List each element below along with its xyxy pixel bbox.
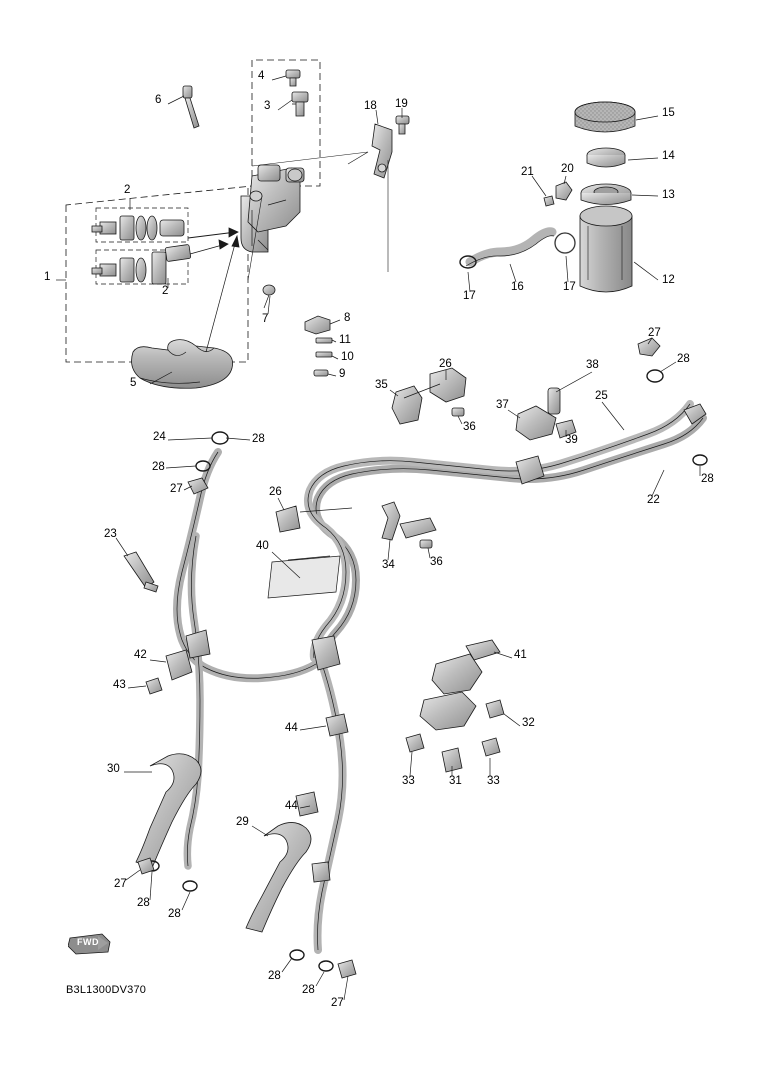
callout-9: 9	[339, 368, 346, 380]
callout-28-f: 28	[168, 908, 181, 920]
callout-28-g: 28	[268, 970, 281, 982]
callout-22: 22	[647, 494, 660, 506]
part-code-label: B3L1300DV370	[66, 984, 147, 996]
callout-27-left: 27	[170, 483, 183, 495]
callout-5: 5	[130, 377, 137, 389]
callout-4: 4	[258, 70, 265, 82]
callout-25: 25	[595, 390, 608, 402]
callout-1: 1	[44, 271, 51, 283]
callout-30: 30	[107, 763, 120, 775]
callout-28-a: 28	[252, 433, 265, 445]
callout-44-lower: 44	[285, 800, 298, 812]
callout-2-lower: 2	[162, 285, 169, 297]
callout-19: 19	[395, 98, 408, 110]
callout-23: 23	[104, 528, 117, 540]
callout-41: 41	[514, 649, 527, 661]
callout-17-right: 17	[563, 281, 576, 293]
callout-36-lower: 36	[430, 556, 443, 568]
callout-7: 7	[262, 313, 269, 325]
callout-29: 29	[236, 816, 249, 828]
callout-17-left: 17	[463, 290, 476, 302]
callout-28-e: 28	[137, 897, 150, 909]
callout-8: 8	[344, 312, 351, 324]
callout-28-b: 28	[152, 461, 165, 473]
callout-27-right: 27	[648, 327, 661, 339]
callout-28-h: 28	[302, 984, 315, 996]
callout-12: 12	[662, 274, 675, 286]
callout-33-right: 33	[487, 775, 500, 787]
callout-42: 42	[134, 649, 147, 661]
callout-27-bottom: 27	[331, 997, 344, 1009]
callout-32: 32	[522, 717, 535, 729]
callout-6: 6	[155, 94, 162, 106]
callout-26-upper: 26	[439, 358, 452, 370]
callout-37: 37	[496, 399, 509, 411]
callout-28-d: 28	[701, 473, 714, 485]
fwd-direction-badge	[68, 932, 112, 956]
callout-34: 34	[382, 559, 395, 571]
callout-36-upper: 36	[463, 421, 476, 433]
callout-16: 16	[511, 281, 524, 293]
callout-18: 18	[364, 100, 377, 112]
callout-3: 3	[264, 100, 271, 112]
callout-11: 11	[339, 334, 351, 346]
callout-27-bottomleft: 27	[114, 878, 127, 890]
callout-44-upper: 44	[285, 722, 298, 734]
callout-13: 13	[662, 189, 675, 201]
callout-35: 35	[375, 379, 388, 391]
fwd-label: FWD	[77, 937, 99, 947]
callout-15: 15	[662, 107, 675, 119]
callout-10: 10	[341, 351, 354, 363]
callout-14: 14	[662, 150, 675, 162]
callout-21: 21	[521, 166, 534, 178]
callout-38: 38	[586, 359, 599, 371]
callout-24: 24	[153, 431, 166, 443]
callout-39: 39	[565, 434, 578, 446]
callout-28-c: 28	[677, 353, 690, 365]
callout-31: 31	[449, 775, 462, 787]
callout-40: 40	[256, 540, 269, 552]
callout-20: 20	[561, 163, 574, 175]
callout-33-left: 33	[402, 775, 415, 787]
callout-2-upper: 2	[124, 184, 131, 196]
callout-43: 43	[113, 679, 126, 691]
callout-26-lower: 26	[269, 486, 282, 498]
